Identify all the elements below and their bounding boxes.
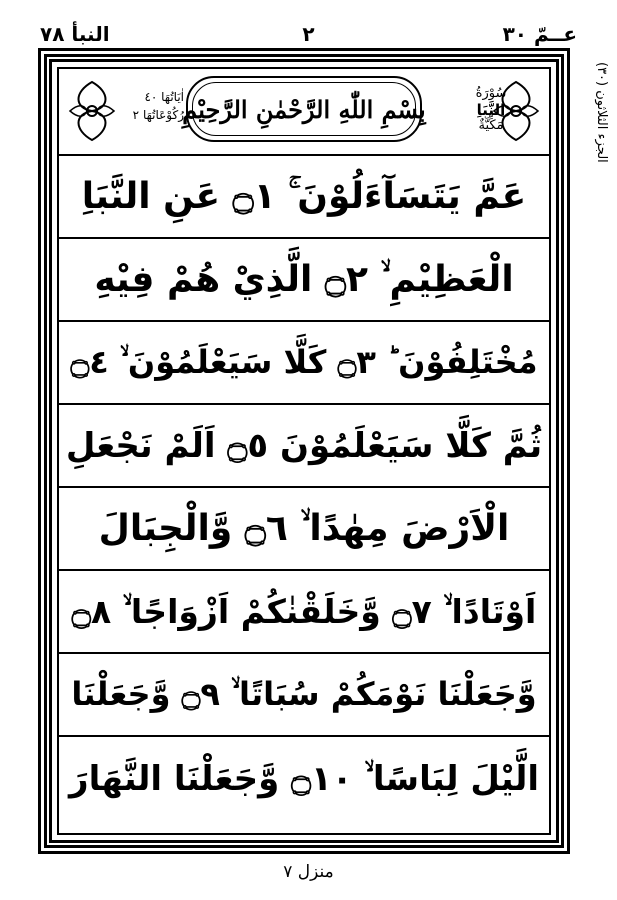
- verse-text: الَّيْلَ لِبَاسًا ۙ ۝١٠ وَّجَعَلْنَا النَّهَارَ: [69, 759, 539, 799]
- manzil-footer: منزل ٧: [283, 862, 334, 882]
- verse-line-8: [58, 737, 550, 820]
- surah-page-label: النبأ ٧٨: [40, 22, 110, 46]
- ornament-left-icon: [64, 78, 120, 144]
- verse-text: مُخْتَلِفُوْنَ ؕ ۝٣ كَلَّا سَيَعْلَمُوْنَ ۙ ۝٤: [70, 343, 538, 381]
- juz-title: عــمّ ٣٠: [502, 22, 577, 46]
- verse-text: الْاَرْضَ مِهٰدًا ۙ ۝٦ وَّالْجِبَالَ: [98, 507, 510, 549]
- bismillah: بِسْمِ اللّٰهِ الرَّحْمٰنِ الرَّحِيْمِ: [182, 94, 426, 124]
- verse-line-6: [58, 571, 550, 654]
- verse-line-5: [58, 488, 550, 571]
- page-mark: ٢: [302, 22, 315, 46]
- verse-line-7: [58, 654, 550, 737]
- surah-name-block: [456, 82, 526, 138]
- verse-text: وَّجَعَلْنَا نَوْمَكُمْ سُبَاتًا ۙ ۝٩ وَّجَعَلْنَا: [71, 675, 537, 713]
- ruku-count: رُكُوْعَاتُهَا ٢: [132, 108, 184, 122]
- verse-text: اَوْتَادًا ۙ ۝٧ وَّخَلَقْنٰكُمْ اَزْوَاجًا ۙ ۝٨: [71, 591, 537, 631]
- surah-name-top: سُوْرَةُ: [475, 86, 507, 101]
- surah-header: [58, 68, 550, 156]
- verse-line-4: [58, 405, 550, 488]
- surah-type: مَكِّيَّةٌ: [478, 118, 504, 133]
- verse-text: ثُمَّ كَلَّا سَيَعْلَمُوْنَ ۝٥ اَلَمْ نَجْعَلِ: [65, 426, 543, 466]
- juz-side-label: الجزء الثلاثون (٣٠): [594, 62, 609, 163]
- surah-meta: [124, 88, 184, 124]
- verse-text: عَمَّ يَتَسَآءَلُوْنَ ۚ ۝١ عَنِ النَّبَاِ: [81, 175, 527, 217]
- verse-line-2: [58, 239, 550, 322]
- verse-line-3: [58, 322, 550, 405]
- bismillah-cartouche: [182, 76, 426, 142]
- verse-text: الْعَظِيْمِ ۙ ۝٢ الَّذِيْ هُمْ فِيْهِ: [94, 258, 514, 300]
- surah-name: النَّبَاِ: [476, 101, 506, 119]
- page-body: [58, 68, 550, 834]
- ayat-count: اٰيَاتُهَا ٤٠: [144, 90, 184, 104]
- verse-line-1: [58, 156, 550, 239]
